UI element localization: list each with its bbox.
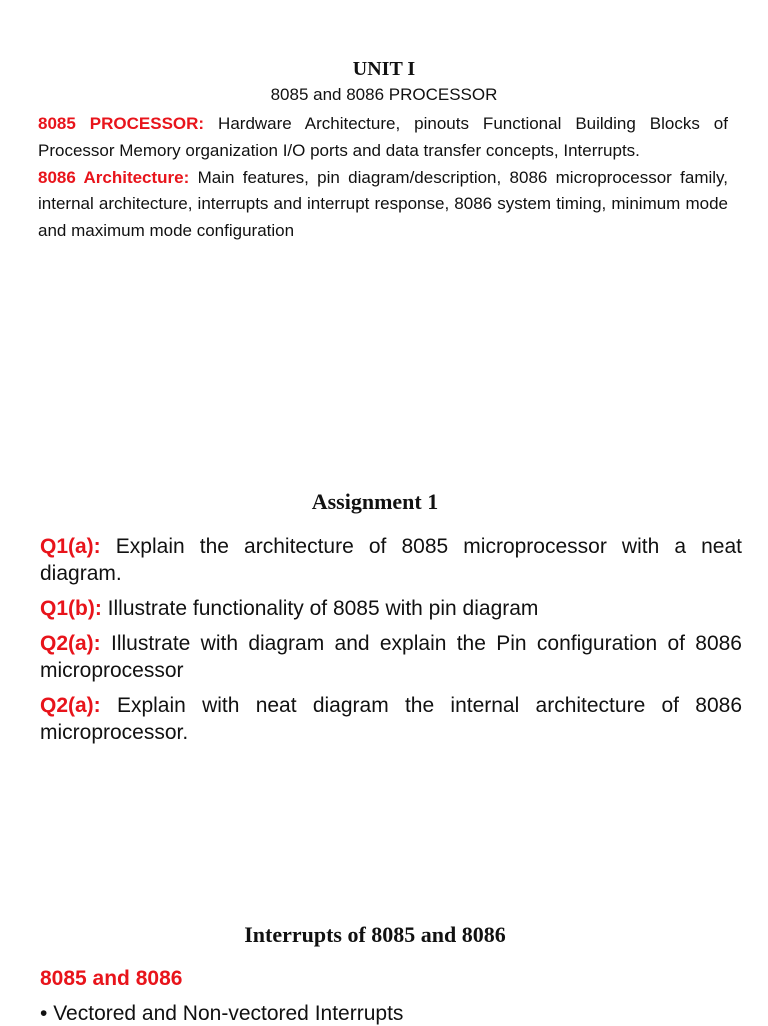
question-item bbox=[40, 533, 742, 587]
unit-subtitle: 8085 and 8086 PROCESSOR bbox=[270, 85, 498, 104]
assignment-questions bbox=[40, 533, 742, 754]
interrupts-bullet-item bbox=[40, 1002, 403, 1026]
syllabus-text-8086: Main features, pin diagram/description, 8086 microprocessor family, internal architecture, interrupts and interrupt response, 8086 system timing, minimum mode and maximum mode configuration bbox=[38, 167, 728, 241]
syllabus-paragraph-8086 bbox=[38, 165, 728, 245]
syllabus-paragraph-8085 bbox=[38, 111, 728, 165]
question-text: Illustrate functionality of 8085 with pin diagram bbox=[107, 597, 539, 620]
interrupts-bullet-text: Vectored and Non-vectored Interrupts bbox=[53, 1002, 404, 1025]
question-item bbox=[40, 595, 742, 622]
unit-title: UNIT I bbox=[352, 58, 416, 80]
question-item bbox=[40, 630, 742, 684]
assignment-title: Assignment 1 bbox=[311, 489, 439, 514]
question-text: Explain with neat diagram the internal architecture of 8086 microprocessor. bbox=[40, 694, 742, 744]
syllabus-section bbox=[38, 111, 728, 245]
question-item bbox=[40, 692, 742, 746]
syllabus-text-8085: Hardware Architecture, pinouts Functional Building Blocks of Processor Memory organization I/O ports and data transfer concepts, Interrupts. bbox=[38, 114, 728, 160]
interrupts-title: Interrupts of 8085 and 8086 bbox=[244, 922, 506, 947]
question-label: Q1(a): bbox=[40, 535, 101, 558]
interrupts-subheading: 8085 and 8086 bbox=[40, 967, 183, 990]
bullet-icon: • bbox=[40, 1002, 48, 1025]
syllabus-label-8085: 8085 PROCESSOR: bbox=[38, 114, 205, 133]
question-text: Illustrate with diagram and explain the Pin configuration of 8086 microprocessor bbox=[40, 632, 742, 682]
question-text: Explain the architecture of 8085 microprocessor with a neat diagram. bbox=[40, 535, 743, 585]
question-label: Q1(b): bbox=[40, 597, 102, 620]
question-label: Q2(a): bbox=[40, 694, 101, 717]
question-label: Q2(a): bbox=[40, 632, 101, 655]
syllabus-label-8086: 8086 Architecture: bbox=[38, 167, 190, 187]
